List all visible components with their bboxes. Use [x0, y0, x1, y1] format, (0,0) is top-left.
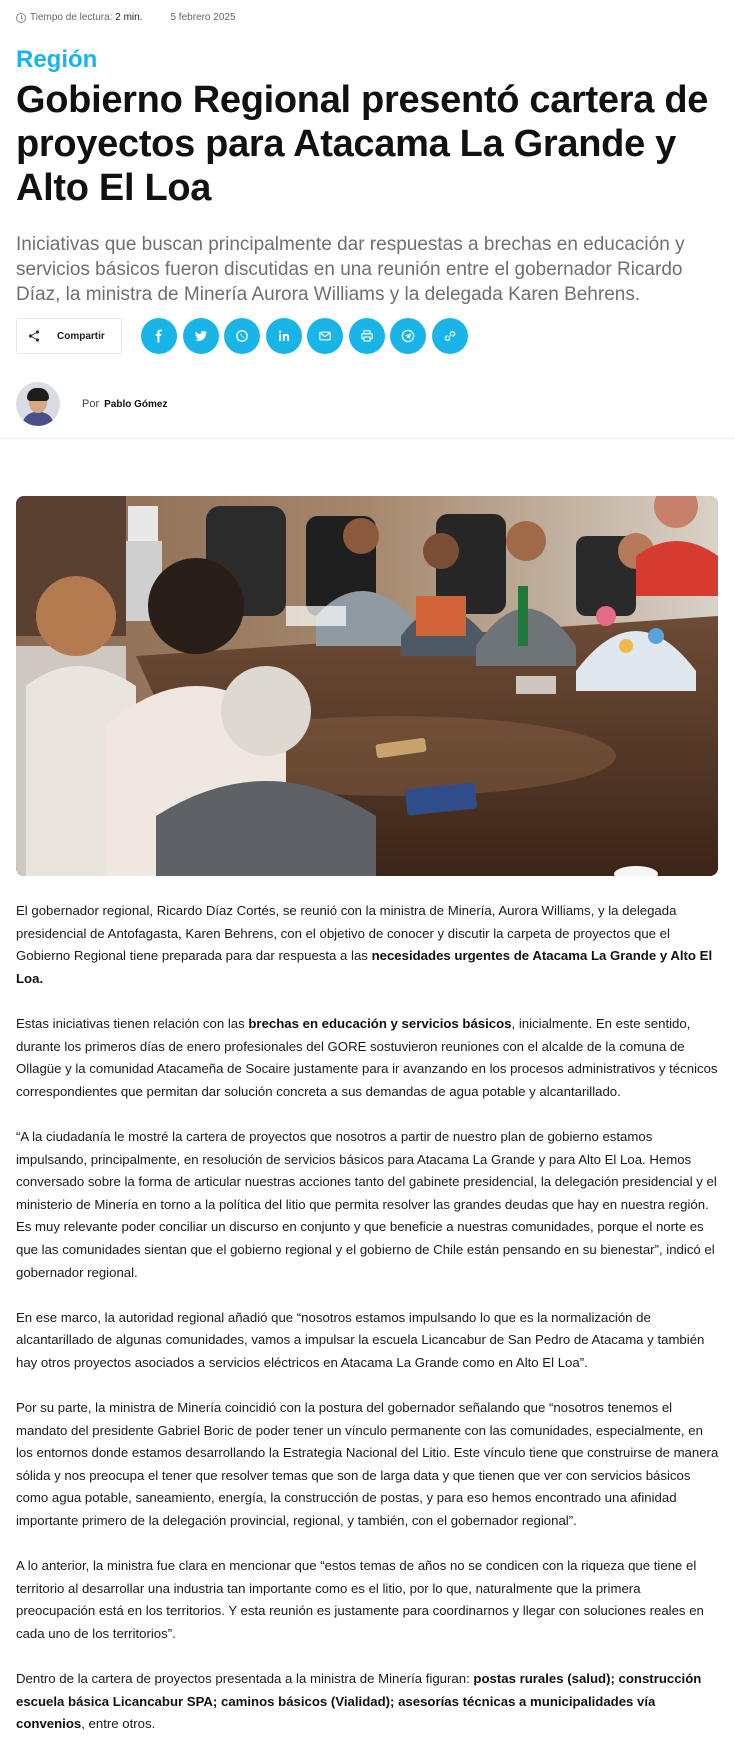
telegram-share-button[interactable] — [390, 318, 426, 354]
email-share-button[interactable] — [307, 318, 343, 354]
link-icon — [443, 329, 457, 343]
meeting-photo-illustration — [16, 496, 718, 876]
section-label[interactable]: Región — [16, 46, 98, 73]
article-paragraph: Dentro de la cartera de proyectos presentada a la ministra de Minería figuran: postas rurales (salud); construcción escuela básica Licancabur SPA; caminos básicos (Vialidad); asesorías técnicas a municipalidades vía convenios, entre otros. — [16, 1671, 702, 1732]
linkedin-share-button[interactable] — [266, 318, 302, 354]
article-title: Gobierno Regional presentó cartera de proyectos para Atacama La Grande y Alto El Loa — [16, 79, 709, 209]
clock-icon — [16, 13, 26, 23]
copy-link-button[interactable] — [432, 318, 468, 354]
publish-date: 5 febrero 2025 — [170, 12, 236, 23]
article-subtitle: Iniciativas que buscan principalmente dar respuestas a brechas en educación y servicios básicos fueron discutidas en una reunión entre el gobernador Ricardo Díaz, la ministra de Minería Aurora Williams y la delegada Karen Behrens. — [16, 234, 685, 305]
author-name[interactable]: Pablo Gómez — [104, 398, 168, 410]
whatsapp-icon — [235, 329, 249, 343]
print-share-button[interactable] — [349, 318, 385, 354]
article-paragraph: “A la ciudadanía le mostré la cartera de proyectos que nosotros a partir de nuestro plan de gobierno estamos impulsando, principalmente, en resolución de servicios básicos para Atacama La Grande y para Alto El Loa. Hemos conversado sobre la forma de articular nuestras acciones tanto del gabinete presidencial, la delegación presidencial y el ministerio de Minería en torno a la política del litio que permita resolver las grandes deudas que hay en nuestra región. Es muy relevante poder conciliar un discurso en conjunto y que beneficie a nuestras comunidades, porque el norte es que las comunidades sientan que el gobierno regional y el gobierno de Chile están pensando en su bienestar”, indicó el gobernador regional. — [16, 1128, 717, 1280]
print-icon — [360, 329, 374, 343]
article-paragraph: A lo anterior, la ministra fue clara en mencionar que “estos temas de años no se condicen con la riqueza que tiene el territorio al desarrollar una industria tan importante como es el litio, por lo que, naturalmente que la primera preocupación está en los territorios. Y esta reunión es justamente para coordinarnos y llegar con soluciones reales en cada uno de los territorios”. — [16, 1558, 704, 1641]
share-button[interactable] — [16, 318, 122, 354]
share-label: Compartir — [57, 330, 105, 342]
share-icons — [141, 318, 473, 354]
reading-time: Tiempo de lectura: 2 min. — [30, 12, 143, 23]
article-photo — [16, 496, 718, 876]
author-avatar[interactable] — [16, 382, 60, 426]
linkedin-icon — [277, 329, 291, 343]
article-paragraph: Estas iniciativas tienen relación con las brechas en educación y servicios básicos, inicialmente. En este sentido, durante los primeros días de enero profesionales del GORE sostuvieron reuniones con el alcalde de la comuna de Ollagüe y la comunidad Atacameña de Socaire justamente para ir avanzando en los procesos administrativos y técnicos correspondientes que permitan dar solución concreta a sus demandas de agua potable y alcantarillado. — [16, 1015, 718, 1099]
article-paragraph: Por su parte, la ministra de Minería coincidió con la postura del gobernador señalando que “nosotros tenemos el mandato del presidente Gabriel Boric de poder tener un vínculo permanente con las comunidades, especialmente, en los entornos donde estamos desarrollando la Estrategia Nacional del Litio. Este vínculo tiene que construirse de manera sólida y nos preocupa el tener que resolver temas que son de larga data y que tienen que ver con servicios básicos como agua potable, saneamiento, energía, la construcción de postas, y para eso hemos encontrado una afinidad importante primero de la delegación provincial, regional, y también, con el gobernador regional”. — [16, 1400, 719, 1529]
article-paragraph: El gobernador regional, Ricardo Díaz Cortés, se reunió con la ministra de Minería, Aurora Williams, y la delegada presidencial de Antofagasta, Karen Behrens, con el objetivo de conocer y discutir la carpeta de proyectos que el Gobierno Regional tiene preparada para dar respuesta a las necesidades urgentes de Atacama La Grande y Alto El Loa. — [16, 903, 713, 986]
facebook-icon — [152, 329, 166, 343]
article-body — [16, 900, 722, 1759]
share-icon — [27, 329, 41, 343]
twitter-icon — [194, 329, 208, 343]
facebook-share-button[interactable] — [141, 318, 177, 354]
telegram-icon — [401, 329, 415, 343]
email-icon — [318, 329, 332, 343]
author-byline — [16, 382, 167, 426]
header-divider — [0, 438, 735, 439]
author-by-label: Por — [82, 398, 100, 410]
whatsapp-share-button[interactable] — [224, 318, 260, 354]
share-bar — [16, 318, 473, 354]
twitter-share-button[interactable] — [183, 318, 219, 354]
article-meta — [16, 12, 236, 23]
article-paragraph: En ese marco, la autoridad regional añadió que “nosotros estamos impulsando lo que es la normalización de alcantarillado de algunas comunidades, vamos a impulsar la escuela Licancabur de San Pedro de Atacama y también hay otros proyectos asociados a servicios eléctricos en Atacama La Grande como en Alto El Loa”. — [16, 1309, 705, 1370]
